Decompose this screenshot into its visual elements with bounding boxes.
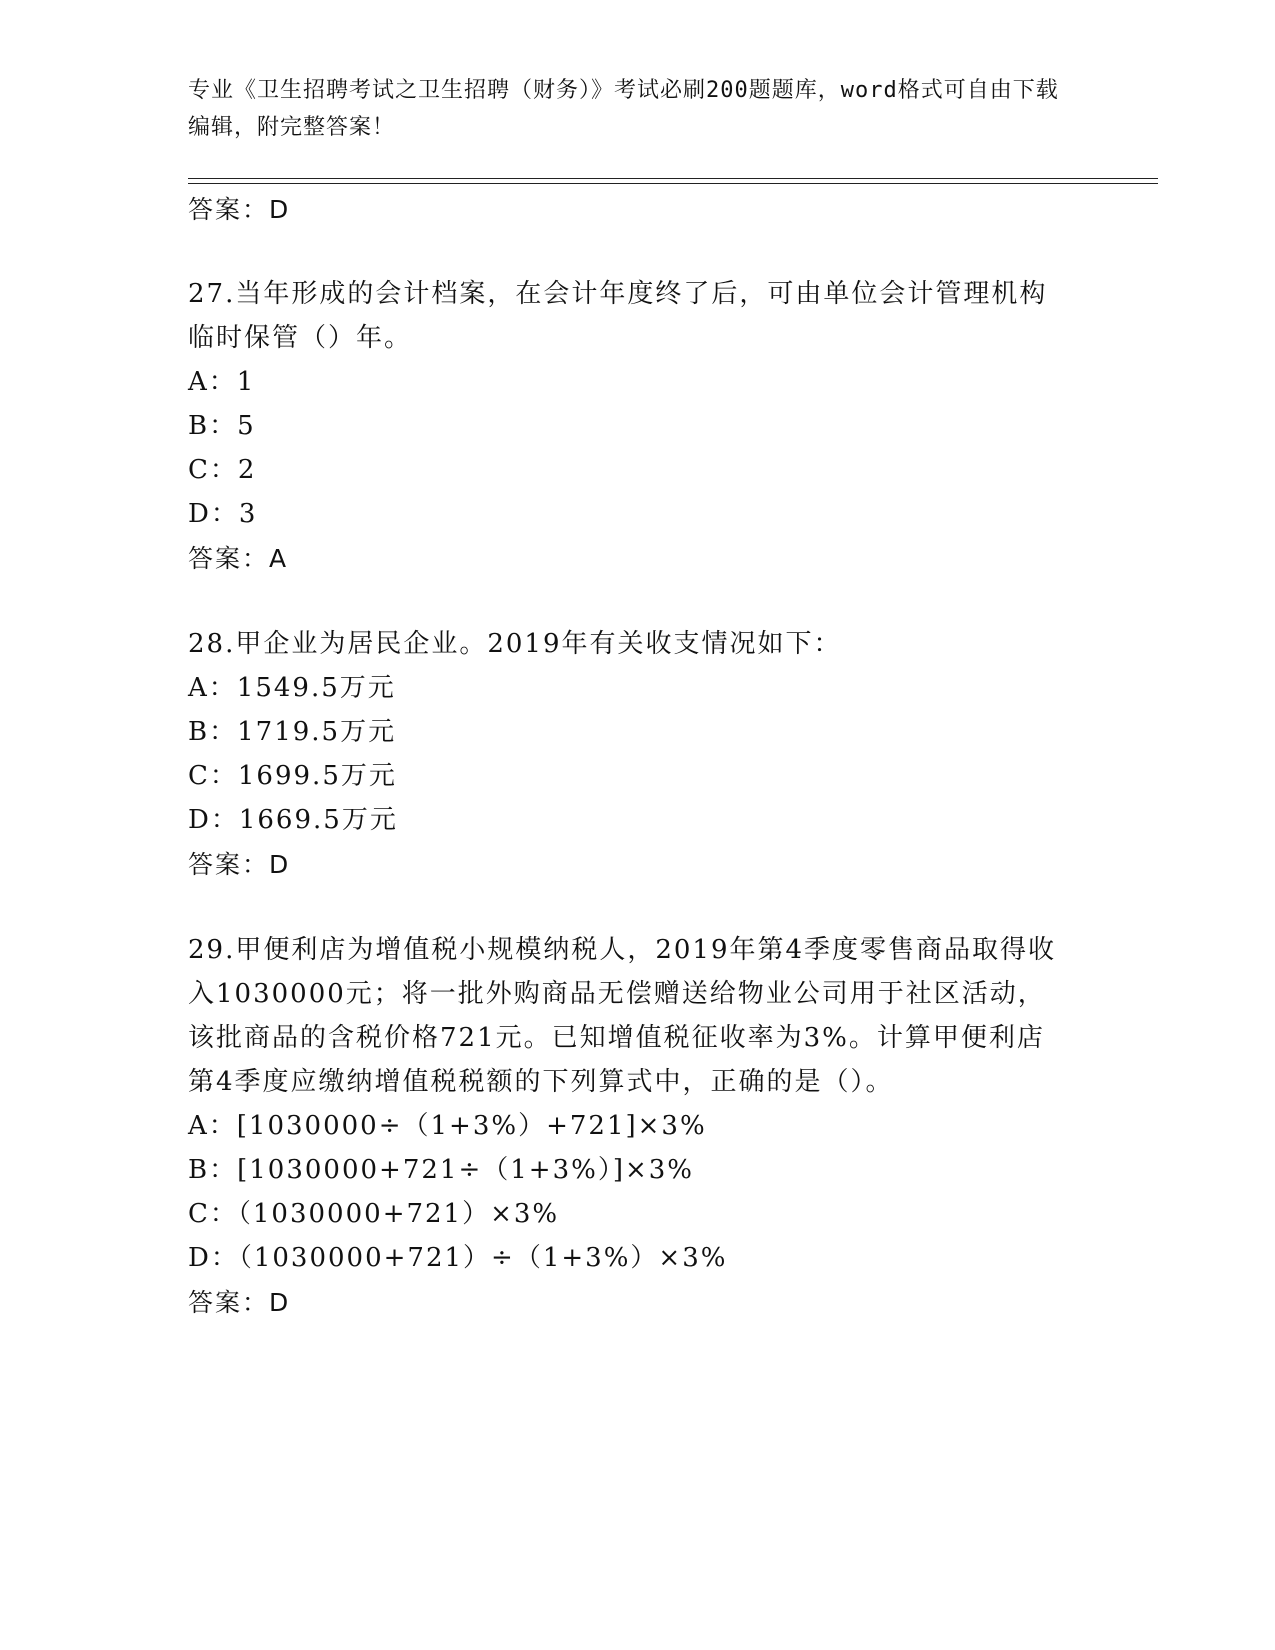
question-28-option-c: C：1699.5万元 bbox=[188, 761, 397, 791]
header-divider bbox=[188, 178, 1158, 179]
question-28-stem-line-1: 28.甲企业为居民企业。2019年有关收支情况如下： bbox=[188, 629, 842, 659]
question-27-option-b: B：5 bbox=[188, 411, 256, 441]
question-29-answer: 答案：D bbox=[188, 1288, 291, 1317]
question-27-answer: 答案：A bbox=[188, 544, 289, 573]
question-29-option-c: C：（1030000+721）×3% bbox=[188, 1199, 560, 1229]
question-28-option-a: A：1549.5万元 bbox=[188, 673, 396, 703]
question-27-option-c: C：2 bbox=[188, 455, 257, 485]
page-header: 专业《卫生招聘考试之卫生招聘（财务）》考试必刷200题题库，word格式可自由下载编辑，附完整答案！ bbox=[188, 78, 1059, 140]
question-27-option-d: D：3 bbox=[188, 499, 258, 529]
question-28-answer: 答案：D bbox=[188, 850, 291, 879]
question-29-stem-line-2: 入1030000元；将一批外购商品无偿赠送给物业公司用于社区活动， bbox=[188, 979, 1046, 1009]
question-27-stem-line-1: 27.当年形成的会计档案，在会计年度终了后，可由单位会计管理机构 bbox=[188, 279, 1048, 309]
question-27-stem-line-2: 临时保管（）年。 bbox=[188, 323, 413, 353]
question-29-option-b: B：[1030000+721÷（1+3%）]×3% bbox=[188, 1155, 694, 1185]
header-divider-second bbox=[188, 183, 1158, 184]
question-29-option-d: D：（1030000+721）÷（1+3%）×3% bbox=[188, 1243, 728, 1273]
question-29-stem-line-1: 29.甲便利店为增值税小规模纳税人，2019年第4季度零售商品取得收 bbox=[188, 935, 1057, 965]
question-27-option-a: A：1 bbox=[188, 367, 256, 397]
question-29-stem-line-3: 该批商品的含税价格721元。已知增值税征收率为3%。计算甲便利店 bbox=[188, 1023, 1045, 1053]
previous-answer: 答案：D bbox=[188, 195, 291, 224]
question-29-option-a: A：[1030000÷（1+3%）+721]×3% bbox=[188, 1111, 707, 1141]
question-29-stem-line-4: 第4季度应缴纳增值税税额的下列算式中，正确的是（）。 bbox=[188, 1067, 894, 1097]
question-28-option-d: D：1669.5万元 bbox=[188, 805, 398, 835]
question-28-option-b: B：1719.5万元 bbox=[188, 717, 397, 747]
